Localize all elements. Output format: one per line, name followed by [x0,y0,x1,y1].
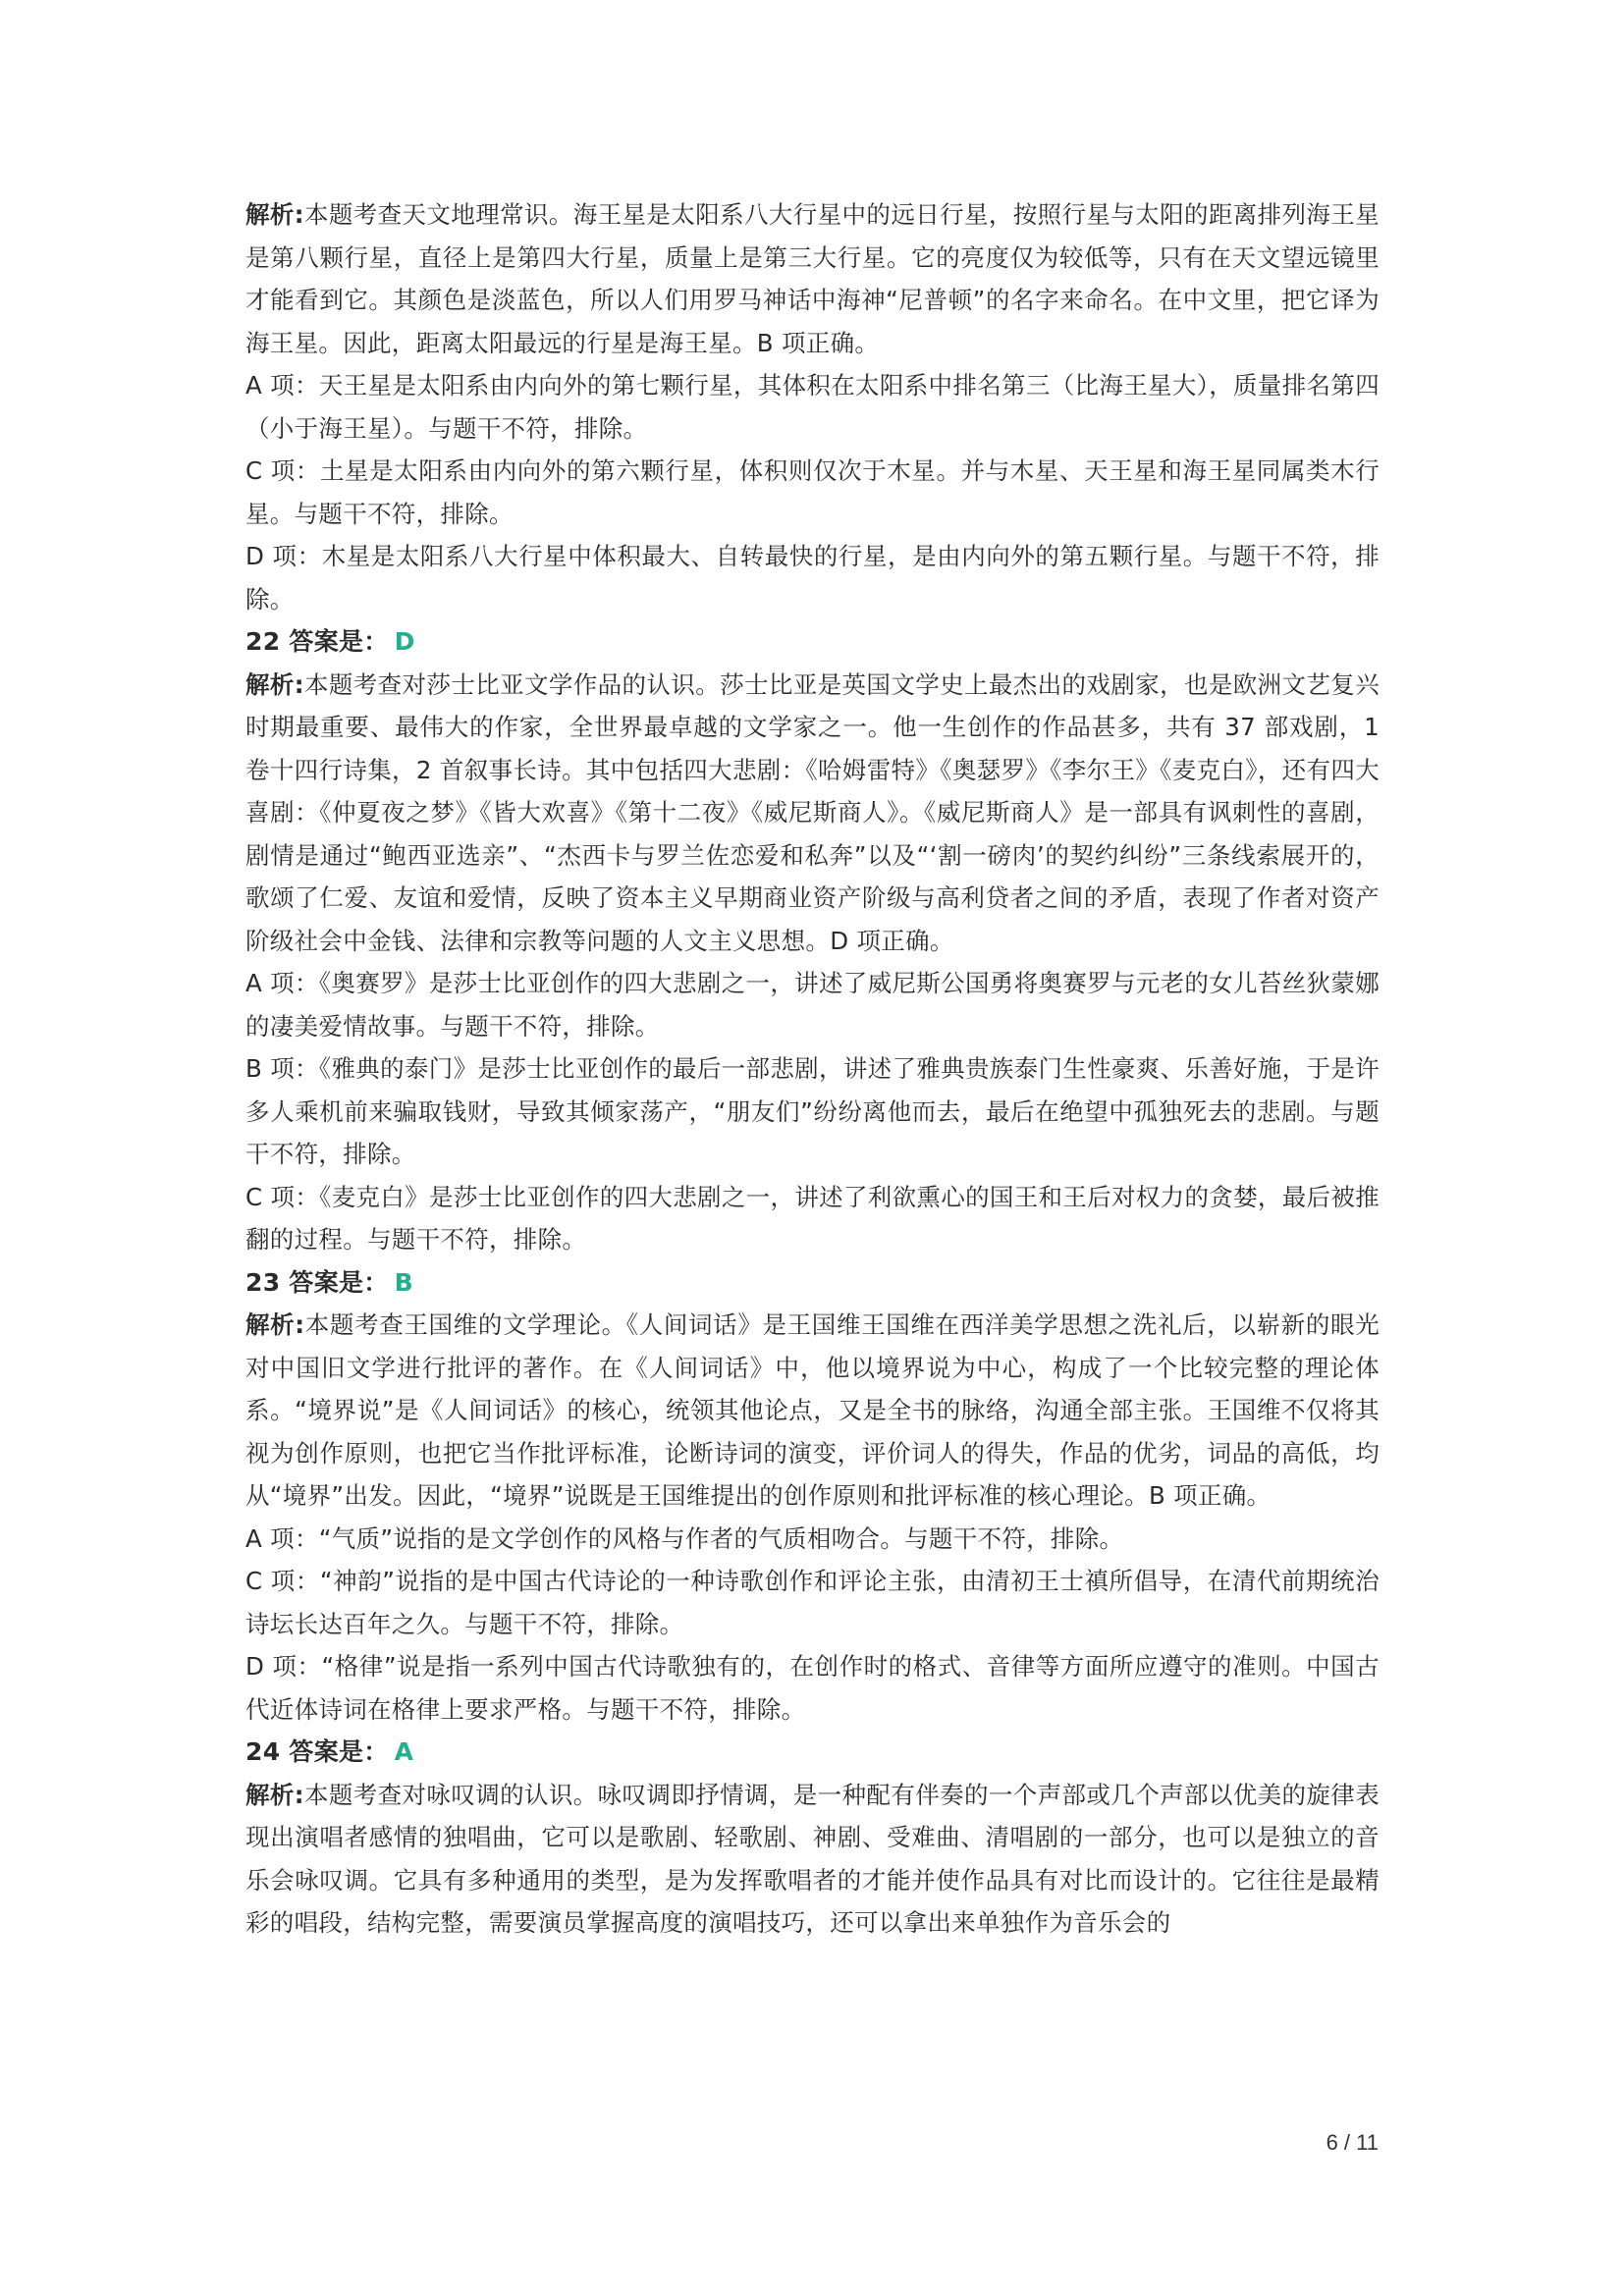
explanation-text: 本题考查对莎士比亚文学作品的认识。莎士比亚是英国文学史上最杰出的戏剧家，也是欧洲文艺复兴时期最重要、最伟大的作家，全世界最卓越的文学家之一。他一生创作的作品甚多，共有 37 部戏剧，1 卷十四行诗集，2 首叙事长诗。其中包括四大悲剧：《哈姆雷特》《奥瑟罗》《李尔王》《麦克白》，还有四大喜剧：《仲夏夜之梦》《皆大欢喜》《第十二夜》《威尼斯商人》。《威尼斯商人》是一部具有讽刺性的喜剧，剧情是通过“鲍西亚选亲”、“杰西卡与罗兰佐恋爱和私奔”以及“‘割一磅肉’的契约纠纷”三条线索展开的，歌颂了仁爱、友谊和爱情，反映了资本主义早期商业资产阶级与高利贷者之间的矛盾，表现了作者对资产阶级社会中金钱、法律和宗教等问题的人文主义思想。D 项正确。 [245,669,1380,955]
explanation-lead: 解析: [245,1310,305,1339]
option-c-23: C 项：“神韵”说指的是中国古代诗论的一种诗歌创作和评论主张，由清初王士禛所倡导，在清代前期统治诗坛长达百年之久。与题干不符，排除。 [245,1567,1380,1638]
option-a-22: A 项：《奥赛罗》是莎士比亚创作的四大悲剧之一，讲述了威尼斯公国勇将奥赛罗与元老的女儿苔丝狄蒙娜的凄美爱情故事。与题干不符，排除。 [245,969,1380,1041]
answer-number: 24 答案是： [245,1737,389,1766]
answer-22 [245,620,1380,664]
explanation-lead: 解析: [245,1780,304,1809]
answer-letter: A [394,1737,414,1766]
answer-number: 23 答案是： [245,1267,389,1297]
option-b-22: B 项：《雅典的泰门》是莎士比亚创作的最后一部悲剧，讲述了雅典贵族泰门生性豪爽、乐善好施，于是许多人乘机前来骗取钱财，导致其倾家荡产，“朋友们”纷纷离他而去，最后在绝望中孤独死去的悲剧。与题干不符，排除。 [245,1054,1380,1168]
explanation-22 [245,664,1380,963]
answer-24 [245,1731,1380,1774]
document-body [245,193,1380,1945]
option-c-22: C 项：《麦克白》是莎士比亚创作的四大悲剧之一，讲述了利欲熏心的国王和王后对权力的贪婪，最后被推翻的过程。与题干不符，排除。 [245,1182,1380,1254]
option-a-23: A 项：“气质”说指的是文学创作的风格与作者的气质相吻合。与题干不符，排除。 [245,1523,1124,1553]
page-number: 6 / 11 [1326,2130,1379,2155]
answer-letter: D [394,627,415,656]
option-d-23: D 项：“格律”说是指一系列中国古代诗歌独有的，在创作时的格式、音律等方面所应遵守的准则。中国古代近体诗词在格律上要求严格。与题干不符，排除。 [245,1652,1380,1724]
explanation-23 [245,1304,1380,1518]
explanation-text: 本题考查王国维的文学理论。《人间词话》是王国维王国维在西洋美学思想之洗礼后，以崭新的眼光对中国旧文学进行批评的著作。在《人间词话》中，他以境界说为中心，构成了一个比较完整的理论体系。“境界说”是《人间词话》的核心，统领其他论点，又是全书的脉络，沟通全部主张。王国维不仅将其视为创作原则，也把它当作批评标准，论断诗词的演变，评价词人的得失，作品的优劣，词品的高低，均从“境界”出发。因此，“境界”说既是王国维提出的创作原则和批评标准的核心理论。B 项正确。 [245,1310,1380,1510]
answer-number: 22 答案是： [245,627,389,656]
explanation-text: 本题考查对咏叹调的认识。咏叹调即抒情调，是一种配有伴奏的一个声部或几个声部以优美的旋律表现出演唱者感情的独唱曲，它可以是歌剧、轻歌剧、神剧、受难曲、清唱剧的一部分，也可以是独立的音乐会咏叹调。它具有多种通用的类型，是为发挥歌唱者的才能并使作品具有对比而设计的。它往往是最精彩的唱段，结构完整，需要演员掌握高度的演唱技巧，还可以拿出来单独作为音乐会的 [245,1780,1380,1937]
explanation-lead: 解析: [245,200,304,229]
answer-letter: B [394,1267,413,1297]
answer-23 [245,1261,1380,1305]
option-d-21: D 项：木星是太阳系八大行星中体积最大、自转最快的行星，是由内向外的第五颗行星。与题干不符，排除。 [245,542,1380,614]
explanation-21 [245,193,1380,364]
explanation-text: 本题考查天文地理常识。海王星是太阳系八大行星中的远日行星，按照行星与太阳的距离排列海王星是第八颗行星，直径上是第四大行星，质量上是第三大行星。它的亮度仅为较低等，只有在天文望远镜里才能看到它。其颜色是淡蓝色，所以人们用罗马神话中海神“尼普顿”的名字来命名。在中文里，把它译为海王星。因此，距离太阳最远的行星是海王星。B 项正确。 [245,200,1380,357]
explanation-24 [245,1774,1380,1945]
explanation-lead: 解析: [245,669,304,699]
option-c-21: C 项：土星是太阳系由内向外的第六颗行星，体积则仅次于木星。并与木星、天王星和海王星同属类木行星。与题干不符，排除。 [245,456,1380,528]
option-a-21: A 项：天王星是太阳系由内向外的第七颗行星，其体积在太阳系中排名第三（比海王星大），质量排名第四（小于海王星）。与题干不符，排除。 [245,371,1380,443]
